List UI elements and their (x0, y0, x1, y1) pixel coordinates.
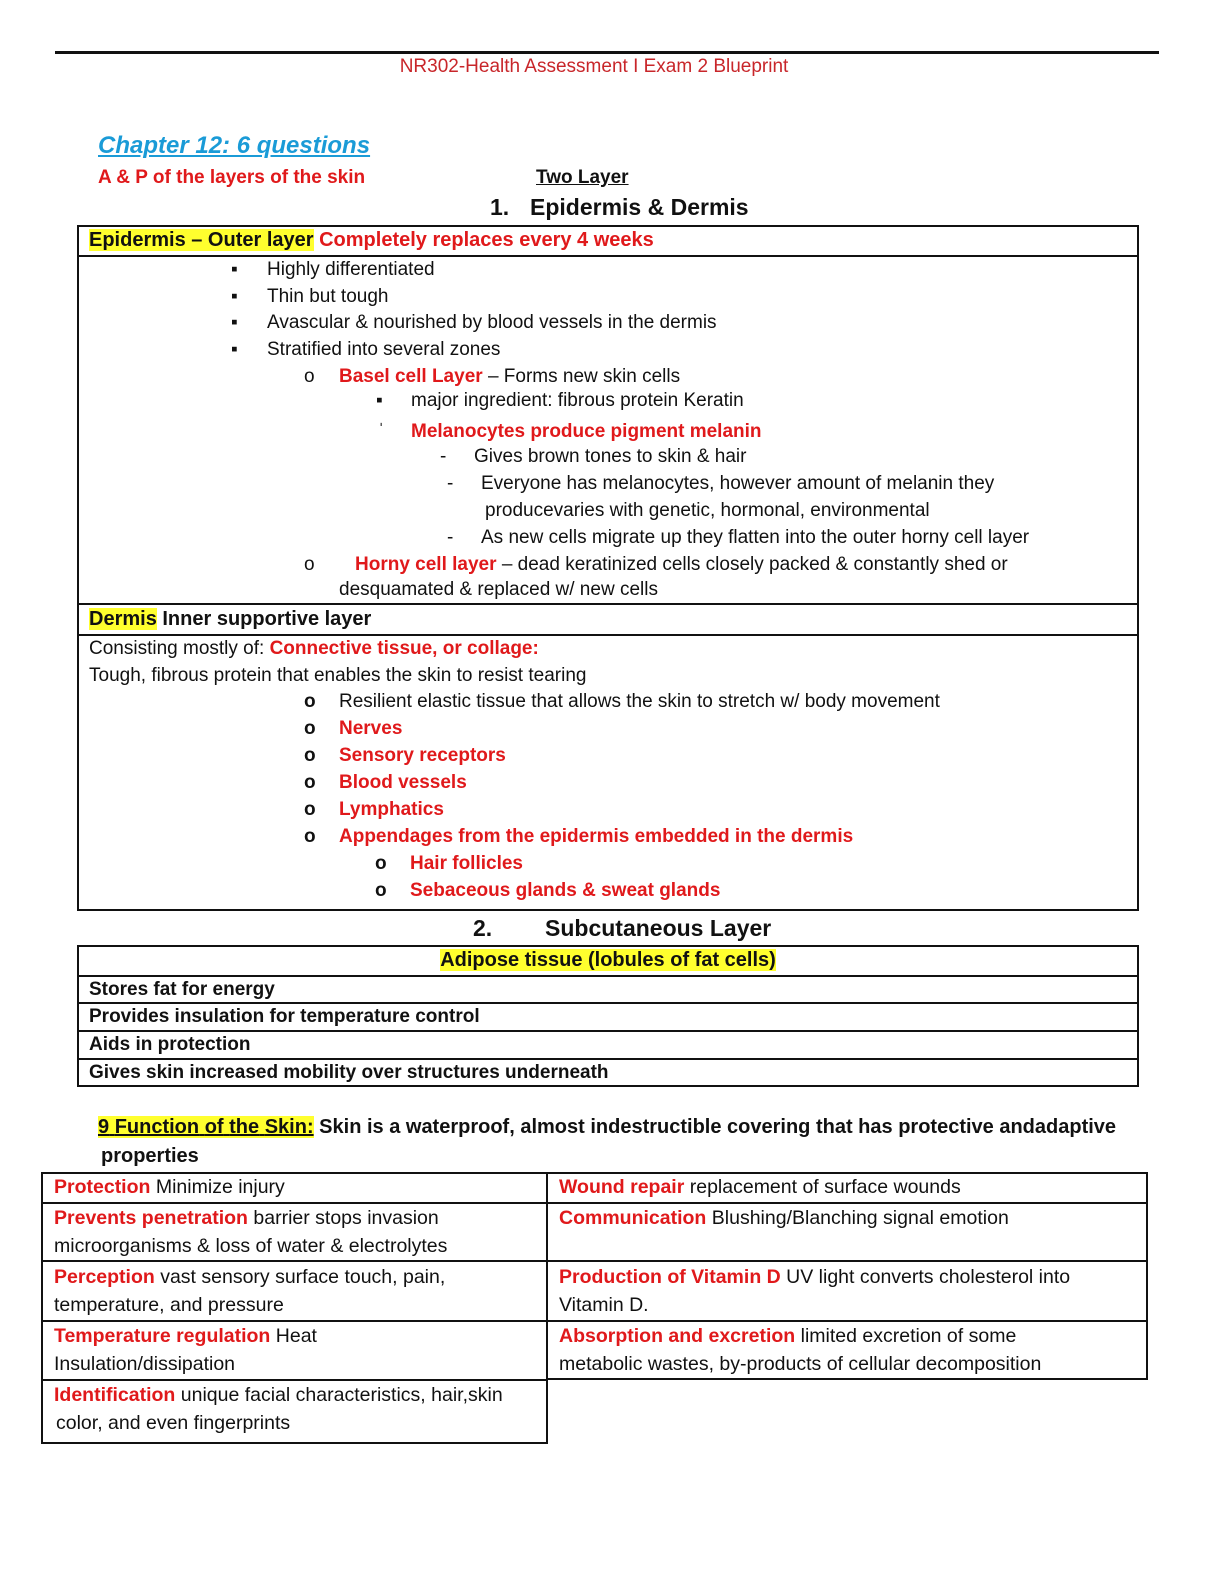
functions-title-word: Function (114, 1116, 200, 1138)
function-cell (54, 1263, 445, 1319)
function-cell (559, 1263, 1070, 1319)
function-cell (559, 1204, 1009, 1232)
melanin-point-continued: producevaries with genetic, hormonal, environmental (485, 500, 930, 521)
table-row: Aids in protection (89, 1034, 251, 1055)
function-label: Perception (54, 1266, 155, 1288)
dermis-label: Dermis (89, 608, 157, 630)
epidermis-label: Epidermis – Outer layer (89, 229, 314, 251)
row-divider (77, 603, 1139, 605)
square-bullet-icon: ▪ (376, 390, 383, 411)
list-item: Highly differentiated (267, 259, 435, 280)
table-row: Provides insulation for temperature control (89, 1006, 480, 1027)
dermis-item: Nerves (339, 718, 403, 739)
function-text: microorganisms & loss of water & electrolytes (54, 1235, 448, 1257)
section2-title: Subcutaneous Layer (545, 915, 772, 941)
basel-label: Basel cell Layer (339, 366, 483, 387)
section1-number: 1. (490, 194, 510, 220)
function-label: Identification (54, 1384, 176, 1406)
page-header-title: NR302-Health Assessment I Exam 2 Blueprint (399, 56, 789, 77)
consisting-text: Consisting mostly of: (89, 638, 265, 659)
function-cell (54, 1173, 285, 1201)
dash-bullet-icon: - (447, 527, 454, 548)
table-row: Gives skin increased mobility over structures underneath (89, 1062, 609, 1083)
function-text: metabolic wastes, by-products of cellular decomposition (559, 1353, 1042, 1375)
list-item: Thin but tough (267, 286, 389, 307)
row-divider (77, 255, 1139, 257)
function-text: color, and even fingerprints (56, 1412, 291, 1434)
melanin-point: Gives brown tones to skin & hair (474, 446, 747, 467)
function-text: temperature, and pressure (54, 1294, 284, 1316)
dermis-item: Blood vessels (339, 772, 467, 793)
dermis-rest: Inner supportive layer (162, 608, 372, 630)
table-row: Stores fat for energy (89, 979, 275, 1000)
function-text: Insulation/dissipation (54, 1353, 236, 1375)
dermis-item: Appendages from the epidermis embedded in the dermis (339, 826, 854, 847)
circle-bullet-icon: o (304, 554, 315, 575)
adipose-header-cell (77, 949, 1139, 972)
dermis-subitem: Sebaceous glands & sweat glands (410, 880, 721, 901)
dermis-header (89, 608, 371, 631)
circle-bullet-icon: o (304, 745, 316, 766)
functions-title-word: Skin: (264, 1116, 314, 1138)
function-text: vast sensory surface touch, pain, (160, 1266, 446, 1288)
dash-bullet-icon: - (447, 473, 454, 494)
function-text: Heat (275, 1325, 317, 1347)
function-cell (559, 1173, 961, 1201)
functions-heading (98, 1116, 1116, 1139)
function-text: replacement of surface wounds (689, 1176, 961, 1198)
square-bullet-icon: ▪ (231, 312, 238, 333)
function-cell (54, 1204, 447, 1260)
function-cell (54, 1322, 317, 1378)
row-divider (77, 634, 1139, 636)
circle-bullet-icon: o (304, 366, 315, 387)
functions-title (98, 1116, 314, 1138)
row-divider (41, 1260, 1148, 1262)
function-label: Production of Vitamin D (559, 1266, 781, 1288)
horny-label: Horny cell layer (355, 554, 497, 575)
basel-rest: – Forms new skin cells (487, 366, 681, 387)
function-label: Protection (54, 1176, 151, 1198)
header-rule (55, 51, 1159, 54)
dermis-item: Sensory receptors (339, 745, 506, 766)
row-divider (77, 1030, 1139, 1032)
row-divider (77, 1058, 1139, 1060)
list-item: Stratified into several zones (267, 339, 501, 360)
function-cell (54, 1381, 503, 1437)
keratin-item: major ingredient: fibrous protein Keratin (411, 390, 744, 411)
function-label: Wound repair (559, 1176, 685, 1198)
function-text: Minimize injury (155, 1176, 285, 1198)
functions-intro: Skin is a waterproof, almost indestructible covering that has protective andadaptive (319, 1116, 1117, 1138)
dash-bullet-icon: - (440, 446, 447, 467)
tick-bullet-icon: ˈ (378, 421, 385, 442)
functions-title-word: the (229, 1116, 260, 1138)
function-label: Communication (559, 1207, 707, 1229)
square-bullet-icon: ▪ (231, 286, 238, 307)
chapter-subheading: A & P of the layers of the skin (98, 167, 366, 188)
basel-cell-layer (339, 366, 680, 388)
connective-text: Connective tissue, or collage: (269, 638, 539, 659)
melanin-point: As new cells migrate up they flatten into the outer horny cell layer (481, 527, 1030, 548)
function-text: Vitamin D. (559, 1294, 649, 1316)
circle-bullet-icon: o (375, 880, 387, 901)
function-label: Prevents penetration (54, 1207, 248, 1229)
section2-number: 2. (473, 915, 493, 941)
list-item: Avascular & nourished by blood vessels in the dermis (267, 312, 717, 333)
dermis-item: Lymphatics (339, 799, 444, 820)
epidermis-header (89, 229, 654, 252)
square-bullet-icon: ▪ (231, 339, 238, 360)
horny-cell-layer (355, 554, 1008, 576)
chapter-title: Chapter 12: 6 questions (98, 132, 371, 159)
function-text: UV light converts cholesterol into (786, 1266, 1071, 1288)
dermis-tough: Tough, fibrous protein that enables the skin to resist tearing (89, 665, 587, 686)
dermis-consisting (89, 638, 539, 660)
horny-rest-continued: desquamated & replaced w/ new cells (339, 579, 658, 600)
function-label: Absorption and excretion (559, 1325, 796, 1347)
square-bullet-icon: ▪ (231, 259, 238, 280)
function-text: limited excretion of some (800, 1325, 1017, 1347)
functions-title-word: of (204, 1116, 224, 1138)
epidermis-note: Completely replaces every 4 weeks (319, 229, 654, 251)
adipose-header: Adipose tissue (lobules of fat cells) (440, 949, 776, 971)
section1-title: Epidermis & Dermis (530, 194, 749, 220)
function-text: unique facial characteristics, hair,skin (180, 1384, 503, 1406)
function-text: barrier stops invasion (253, 1207, 439, 1229)
functions-title-num: 9 (98, 1116, 110, 1138)
row-divider (77, 1002, 1139, 1004)
functions-intro-continued: properties (101, 1145, 199, 1167)
row-divider (77, 975, 1139, 977)
circle-bullet-icon: o (304, 691, 316, 712)
dermis-subitem: Hair follicles (410, 853, 523, 874)
circle-bullet-icon: o (375, 853, 387, 874)
circle-bullet-icon: o (304, 718, 316, 739)
melanocytes-item: Melanocytes produce pigment melanin (411, 421, 762, 442)
circle-bullet-icon: o (304, 799, 316, 820)
two-layer-label: Two Layer (536, 167, 629, 188)
circle-bullet-icon: o (304, 826, 316, 847)
dermis-item: Resilient elastic tissue that allows the skin to stretch w/ body movement (339, 691, 940, 712)
function-text: Blushing/Blanching signal emotion (711, 1207, 1009, 1229)
horny-rest: – dead keratinized cells closely packed & constantly shed or (501, 554, 1008, 575)
function-label: Temperature regulation (54, 1325, 271, 1347)
function-cell (559, 1322, 1041, 1378)
melanin-point: Everyone has melanocytes, however amount of melanin they (481, 473, 995, 494)
circle-bullet-icon: o (304, 772, 316, 793)
